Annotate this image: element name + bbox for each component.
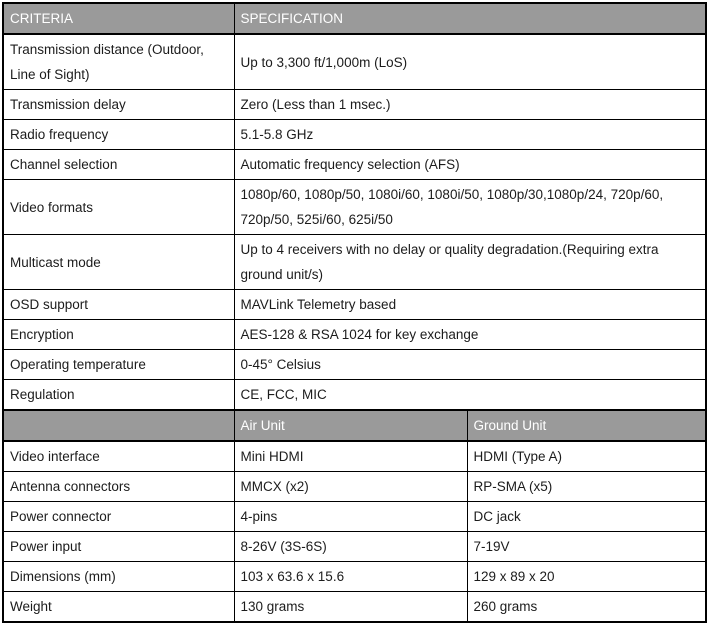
specification-cell: Up to 3,300 ft/1,000m (LoS)	[234, 34, 706, 90]
criteria-cell: OSD support	[3, 290, 234, 320]
criteria-cell: Antenna connectors	[3, 472, 234, 502]
ground-unit-cell: DC jack	[467, 502, 706, 532]
specification-cell: 5.1-5.8 GHz	[234, 120, 706, 150]
criteria-cell: Transmission distance (Outdoor, Line of Sight)	[3, 34, 234, 90]
air-unit-cell: Mini HDMI	[234, 441, 467, 472]
air-unit-cell: MMCX (x2)	[234, 472, 467, 502]
table-row	[3, 380, 706, 411]
table-row	[3, 290, 706, 320]
unit-header-row	[3, 410, 706, 441]
criteria-cell: Radio frequency	[3, 120, 234, 150]
table-row	[3, 150, 706, 180]
criteria-cell: Dimensions (mm)	[3, 562, 234, 592]
criteria-cell: Operating temperature	[3, 350, 234, 380]
table-row	[3, 441, 706, 472]
air-unit-cell: 8-26V (3S-6S)	[234, 532, 467, 562]
header-specification: SPECIFICATION	[234, 3, 706, 34]
table-row	[3, 502, 706, 532]
table-row	[3, 472, 706, 502]
table-row	[3, 120, 706, 150]
ground-unit-cell: 260 grams	[467, 592, 706, 623]
header-air-unit: Air Unit	[234, 410, 467, 441]
table-row	[3, 562, 706, 592]
criteria-cell: Video interface	[3, 441, 234, 472]
ground-unit-cell: RP-SMA (x5)	[467, 472, 706, 502]
criteria-cell: Transmission delay	[3, 90, 234, 120]
criteria-cell: Video formats	[3, 180, 234, 235]
specification-table	[2, 2, 707, 623]
ground-unit-cell: 7-19V	[467, 532, 706, 562]
header-criteria: CRITERIA	[3, 3, 234, 34]
table-row	[3, 90, 706, 120]
specification-cell: Up to 4 receivers with no delay or quality degradation.(Requiring extra ground unit/s)	[234, 235, 706, 290]
criteria-cell: Channel selection	[3, 150, 234, 180]
header-empty-cell	[3, 410, 234, 441]
table-row	[3, 180, 706, 235]
table-row	[3, 320, 706, 350]
criteria-cell: Power input	[3, 532, 234, 562]
table-row	[3, 350, 706, 380]
table-row	[3, 592, 706, 623]
specification-cell: AES-128 & RSA 1024 for key exchange	[234, 320, 706, 350]
air-unit-cell: 103 x 63.6 x 15.6	[234, 562, 467, 592]
specification-cell: CE, FCC, MIC	[234, 380, 706, 411]
criteria-cell: Multicast mode	[3, 235, 234, 290]
criteria-cell: Encryption	[3, 320, 234, 350]
air-unit-cell: 4-pins	[234, 502, 467, 532]
air-unit-cell: 130 grams	[234, 592, 467, 623]
table-row	[3, 235, 706, 290]
specification-cell: Zero (Less than 1 msec.)	[234, 90, 706, 120]
specification-cell: 0-45° Celsius	[234, 350, 706, 380]
table-row	[3, 34, 706, 90]
table-row	[3, 532, 706, 562]
criteria-cell: Power connector	[3, 502, 234, 532]
specification-cell: 1080p/60, 1080p/50, 1080i/60, 1080i/50, 1080p/30,1080p/24, 720p/60, 720p/50, 525i/60, 625i/50	[234, 180, 706, 235]
header-ground-unit: Ground Unit	[467, 410, 706, 441]
criteria-cell: Weight	[3, 592, 234, 623]
specification-cell: Automatic frequency selection (AFS)	[234, 150, 706, 180]
criteria-cell: Regulation	[3, 380, 234, 411]
specification-cell: MAVLink Telemetry based	[234, 290, 706, 320]
table-header-row	[3, 3, 706, 34]
ground-unit-cell: HDMI (Type A)	[467, 441, 706, 472]
ground-unit-cell: 129 x 89 x 20	[467, 562, 706, 592]
